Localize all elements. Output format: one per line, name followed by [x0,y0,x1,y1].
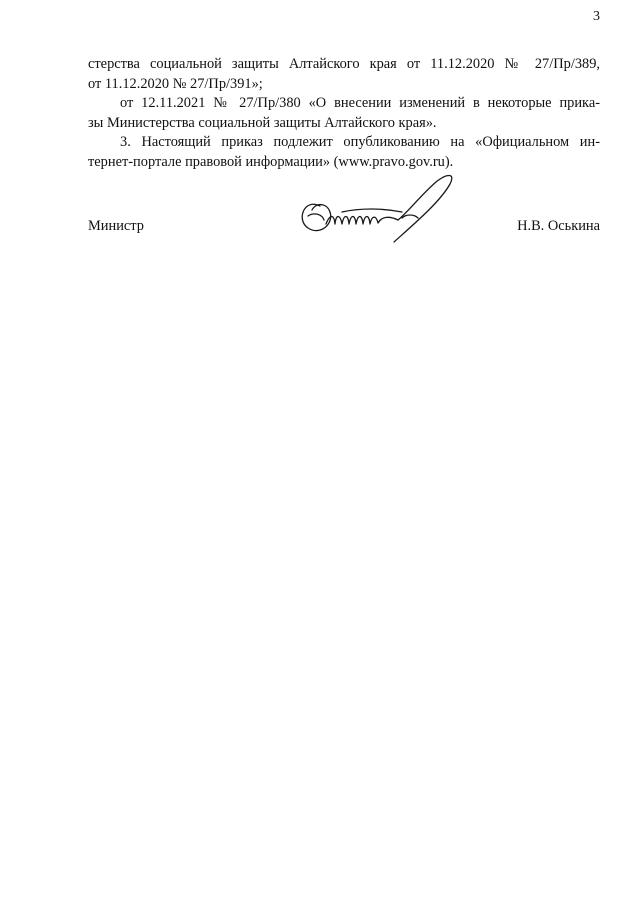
signature-block [88,214,600,238]
text-line: стерства социальной защиты Алтайского края от 11.12.2020 № 27/Пр/389, [88,56,600,72]
paragraph-amendment [88,94,600,133]
text-line: 3. Настоящий приказ подлежит опубликованию на «Официальном ин- [120,134,600,150]
document-body [88,55,600,172]
text-line: от 11.12.2020 № 27/Пр/391»; [88,75,263,92]
text-line: тернет-портале правовой информации» (www.pravo.gov.ru). [88,153,454,170]
text-line: от 12.11.2021 № 27/Пр/380 «О внесении изменений в некоторые прика- [120,95,600,111]
paragraph-item-3 [88,133,600,172]
page-number: 3 [593,9,600,24]
signatory-title: Министр [88,218,144,234]
signatory-name: Н.В. Оськина [517,218,600,234]
paragraph-continuation [88,55,600,94]
text-line: зы Министерства социальной защиты Алтайского края». [88,114,437,131]
